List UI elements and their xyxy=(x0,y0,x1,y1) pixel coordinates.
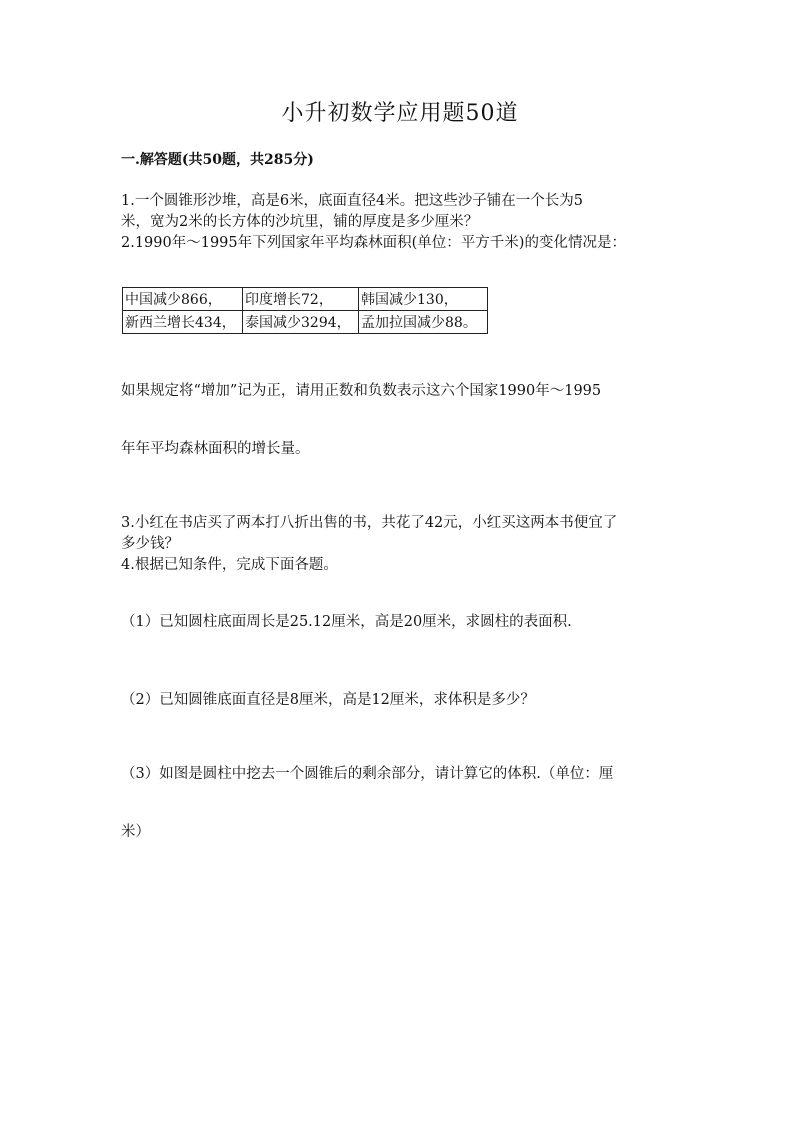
question-1-line-2: 米，宽为2米的长方体的沙坑里，铺的厚度是多少厘米？ xyxy=(121,214,479,230)
question-1-line-1: 1.一个圆锥形沙堆，高是6米，底面直径4米。把这些沙子铺在一个长为5 xyxy=(121,193,584,209)
table-cell: 泰国减少3294， xyxy=(243,311,359,334)
table-cell: 印度增长72， xyxy=(243,288,359,311)
question-2-line-2: 如果规定将“增加”记为正，请用正数和负数表示这六个国家1990年～1995 xyxy=(121,383,602,399)
question-3-line-2: 多少钱？ xyxy=(121,536,179,552)
question-4-sub-1: （1）已知圆柱底面周长是25.12厘米，高是20厘米，求圆柱的表面积. xyxy=(121,614,572,630)
table-cell: 孟加拉国减少88。 xyxy=(359,311,488,334)
table-cell: 新西兰增长434， xyxy=(123,311,243,334)
question-2-line-3: 年年平均森林面积的增长量。 xyxy=(121,441,310,457)
question-4-sub-3-line-1: （3）如图是圆柱中挖去一个圆锥后的剩余部分，请计算它的体积.（单位：厘 xyxy=(121,766,614,782)
question-3-line-1: 3.小红在书店买了两本打八折出售的书，共花了42元，小红买这两本书便宜了 xyxy=(121,515,618,531)
question-4-intro: 4.根据已知条件，完成下面各题。 xyxy=(121,557,338,573)
forest-change-table xyxy=(122,287,488,334)
table-row xyxy=(123,288,488,311)
page-title: 小升初数学应用题50道 xyxy=(281,101,519,126)
table-cell: 中国减少866， xyxy=(123,288,243,311)
question-4-sub-2: （2）已知圆锥底面直径是8厘米，高是12厘米，求体积是多少？ xyxy=(121,692,535,708)
question-2-line-1: 2.1990年～1995年下列国家年平均森林面积(单位：平方千米)的变化情况是： xyxy=(121,235,626,251)
section-heading: 一.解答题(共50题，共285分) xyxy=(121,152,314,168)
table-cell: 韩国减少130， xyxy=(359,288,488,311)
table-row xyxy=(123,311,488,334)
question-4-sub-3-line-2: 米） xyxy=(121,824,150,840)
